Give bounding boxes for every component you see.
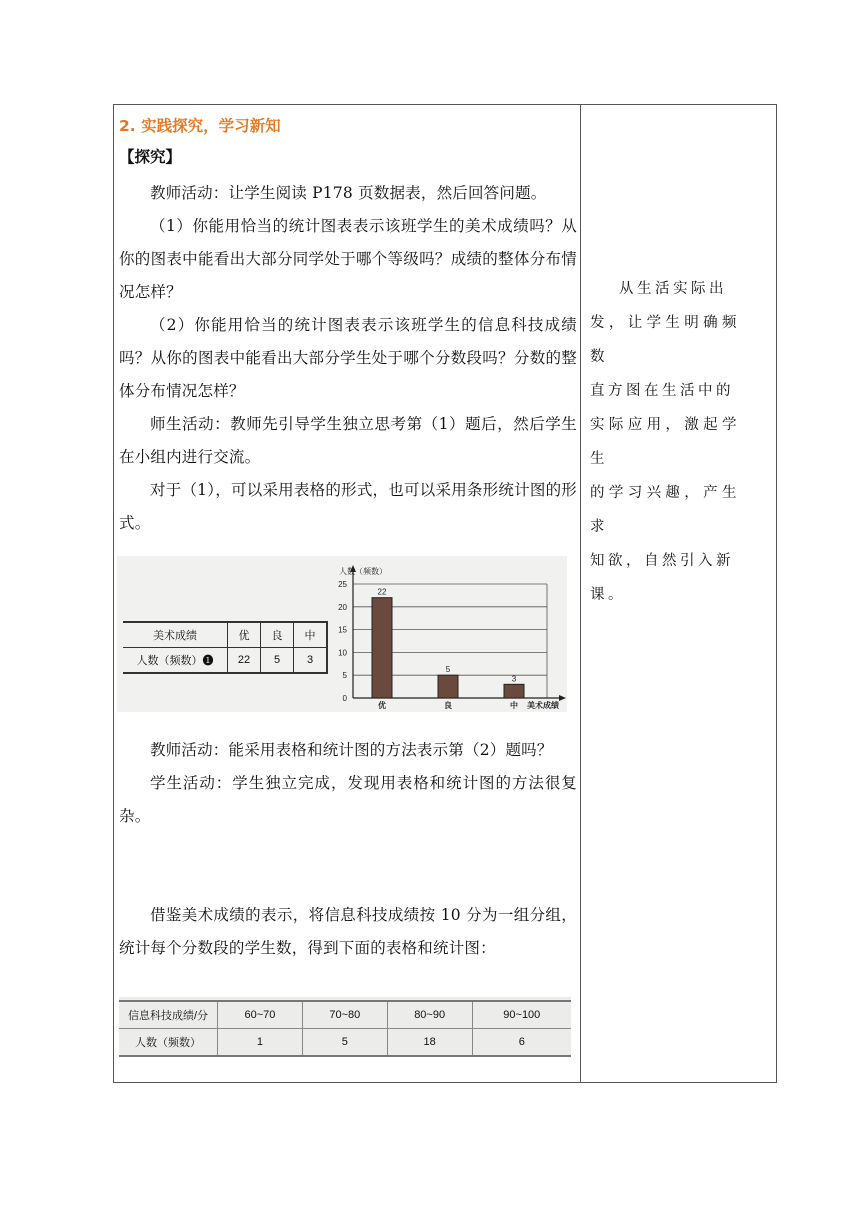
side-note-line: 从生活实际出 bbox=[619, 281, 727, 297]
explore-heading: 【探究】 bbox=[119, 148, 182, 166]
chart-y-tick-label: 25 bbox=[338, 580, 347, 589]
chart-y-tick-label: 5 bbox=[342, 671, 347, 681]
chart-y-axis-label: 人数（频数） bbox=[339, 567, 387, 576]
art-table-header-cell: 优 bbox=[228, 622, 261, 648]
paragraph-student-activity: 学生活动：学生独立完成，发现用表格和统计图的方法很复杂。 bbox=[119, 774, 577, 825]
art-table-header-label: 美术成绩 bbox=[123, 622, 228, 648]
chart-data-label: 22 bbox=[377, 587, 387, 597]
info-table-cell: 18 bbox=[387, 1029, 472, 1057]
info-table-cell: 6 bbox=[472, 1029, 571, 1057]
chart-data-label: 3 bbox=[511, 674, 517, 684]
info-table-header-cell: 90~100 bbox=[472, 1001, 571, 1029]
paragraph-teacher-question-2: 教师活动：能采用表格和统计图的方法表示第（2）题吗？ bbox=[150, 741, 553, 759]
side-note bbox=[590, 272, 740, 612]
info-table-row-label: 人数（频数） bbox=[119, 1029, 218, 1057]
column-divider bbox=[580, 104, 581, 1083]
side-note-line: 的学习兴趣，产生求 bbox=[590, 485, 740, 535]
paragraph-teacher-activity: 教师活动：让学生阅读 P178 页数据表，然后回答问题。 bbox=[150, 184, 547, 202]
chart-y-tick-label: 0 bbox=[342, 694, 347, 703]
chart-y-tick-label: 10 bbox=[338, 648, 347, 658]
side-note-line: 实际应用，激起学生 bbox=[590, 417, 740, 467]
chart-y-tick-label: 15 bbox=[338, 625, 347, 635]
info-table-cell: 5 bbox=[302, 1029, 387, 1057]
chart-bar bbox=[504, 684, 524, 698]
chart-x-tick-label: 优 bbox=[378, 701, 386, 710]
paragraph-question-2: （2）你能用恰当的统计图表表示该班学生的信息科技成绩吗？从你的图表中能看出大部分学生处于哪个分数段吗？分数的整体分布情况怎样？ bbox=[119, 316, 577, 400]
chart-x-tick-label: 中 bbox=[510, 701, 518, 710]
chart-y-tick-label: 20 bbox=[338, 602, 347, 612]
side-note-line: 课。 bbox=[590, 587, 626, 603]
art-table-header-cell: 良 bbox=[261, 622, 294, 648]
chart-x-axis-label: 美术成绩 bbox=[527, 701, 559, 710]
info-table-cell: 1 bbox=[218, 1029, 303, 1057]
info-score-table bbox=[119, 1000, 571, 1057]
chart-x-tick-label: 良 bbox=[444, 701, 452, 710]
paragraph-question-1: （1）你能用恰当的统计图表表示该班学生的美术成绩吗？从你的图表中能看出大部分同学处于哪个等级吗？成绩的整体分布情况怎样？ bbox=[119, 217, 577, 301]
art-table-cell: 5 bbox=[261, 648, 294, 674]
paragraph-teacher-student: 师生活动：教师先引导学生独立思考第（1）题后，然后学生在小组内进行交流。 bbox=[119, 415, 577, 466]
side-note-line: 发，让学生明确频数 bbox=[590, 315, 740, 365]
chart-data-label: 5 bbox=[445, 665, 451, 675]
info-table-header-label: 信息科技成绩/分 bbox=[119, 1001, 218, 1029]
art-table-row-label: 人数（频数）❶ bbox=[123, 648, 228, 674]
art-bar-chart bbox=[327, 560, 567, 712]
chart-x-axis-arrow bbox=[559, 695, 566, 701]
chart-bar bbox=[372, 598, 392, 698]
info-table-header-cell: 70~80 bbox=[302, 1001, 387, 1029]
paragraph-answer-1: 对于（1），可以采用表格的形式，也可以采用条形统计图的形式。 bbox=[119, 481, 577, 532]
chart-bar bbox=[438, 675, 458, 698]
art-table-cell: 3 bbox=[294, 648, 328, 674]
art-table-header-cell: 中 bbox=[294, 622, 328, 648]
side-note-line: 知欲，自然引入新 bbox=[590, 553, 734, 569]
paragraph-grouping: 借鉴美术成绩的表示，将信息科技成绩按 10 分为一组分组，统计每个分数段的学生数，得到下面的表格和统计图： bbox=[119, 906, 577, 957]
side-note-line: 直方图在生活中的 bbox=[590, 383, 734, 399]
art-score-table bbox=[123, 621, 328, 674]
section-title: 2. 实践探究，学习新知 bbox=[119, 117, 281, 135]
art-table-cell: 22 bbox=[228, 648, 261, 674]
info-table-header-cell: 80~90 bbox=[387, 1001, 472, 1029]
info-table-header-cell: 60~70 bbox=[218, 1001, 303, 1029]
